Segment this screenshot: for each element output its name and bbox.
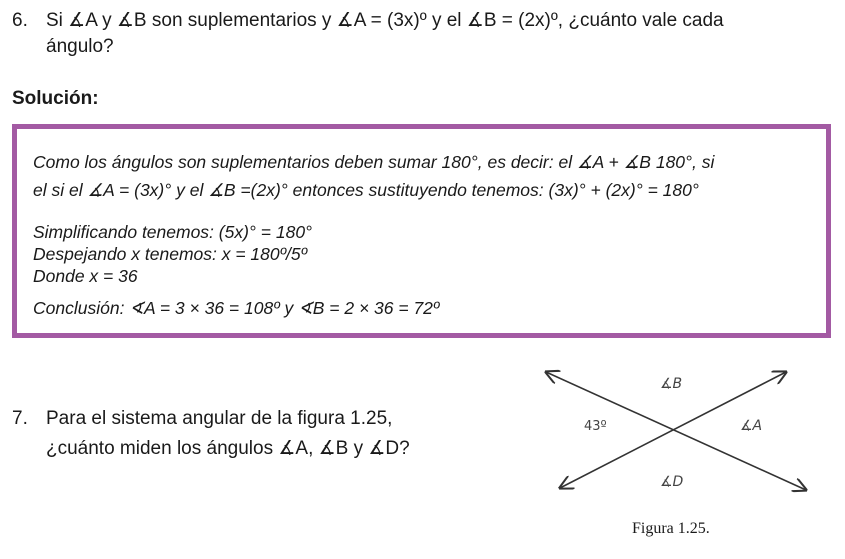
label-angle-d: ∡D xyxy=(660,474,684,490)
question-7-line-1: Para el sistema angular de la figura 1.25, xyxy=(46,408,393,429)
question-6-line-2: ángulo? xyxy=(46,36,114,57)
question-6-number: 6. xyxy=(12,10,28,31)
angle-figure xyxy=(540,362,820,502)
label-43: 43º xyxy=(584,419,607,434)
solution-line-1: Como los ángulos son suplementarios deben sumar 180°, es decir: el ∡A + ∡B 180°, si xyxy=(33,152,715,172)
question-6-line-1: Si ∡A y ∡B son suplementarios y ∡A = (3x)º y el ∡B = (2x)º, ¿cuánto vale cada xyxy=(46,10,724,31)
solution-line-4: Despejando x tenemos: x = 180º/5º xyxy=(33,244,307,264)
question-7-line-2: ¿cuánto miden los ángulos ∡A, ∡B y ∡D? xyxy=(46,438,410,459)
solution-line-2: el si el ∡A = (3x)° y el ∡B =(2x)° entonces sustituyendo tenemos: (3x)° + (2x)° = 180° xyxy=(33,180,699,200)
figure-caption: Figura 1.25. xyxy=(632,520,710,537)
label-angle-a: ∡A xyxy=(740,418,763,434)
solution-box xyxy=(12,124,831,338)
question-7 xyxy=(12,404,410,464)
solution-line-6: Conclusión: ∢A = 3 × 36 = 108º y ∢B = 2 × 36 = 72º xyxy=(33,298,440,318)
question-6 xyxy=(12,8,832,60)
solution-line-5: Donde x = 36 xyxy=(33,266,138,286)
label-angle-b: ∡B xyxy=(660,376,683,392)
solution-line-3: Simplificando tenemos: (5x)° = 180° xyxy=(33,222,313,242)
question-7-number: 7. xyxy=(12,408,28,429)
solution-title: Solución: xyxy=(12,88,99,109)
